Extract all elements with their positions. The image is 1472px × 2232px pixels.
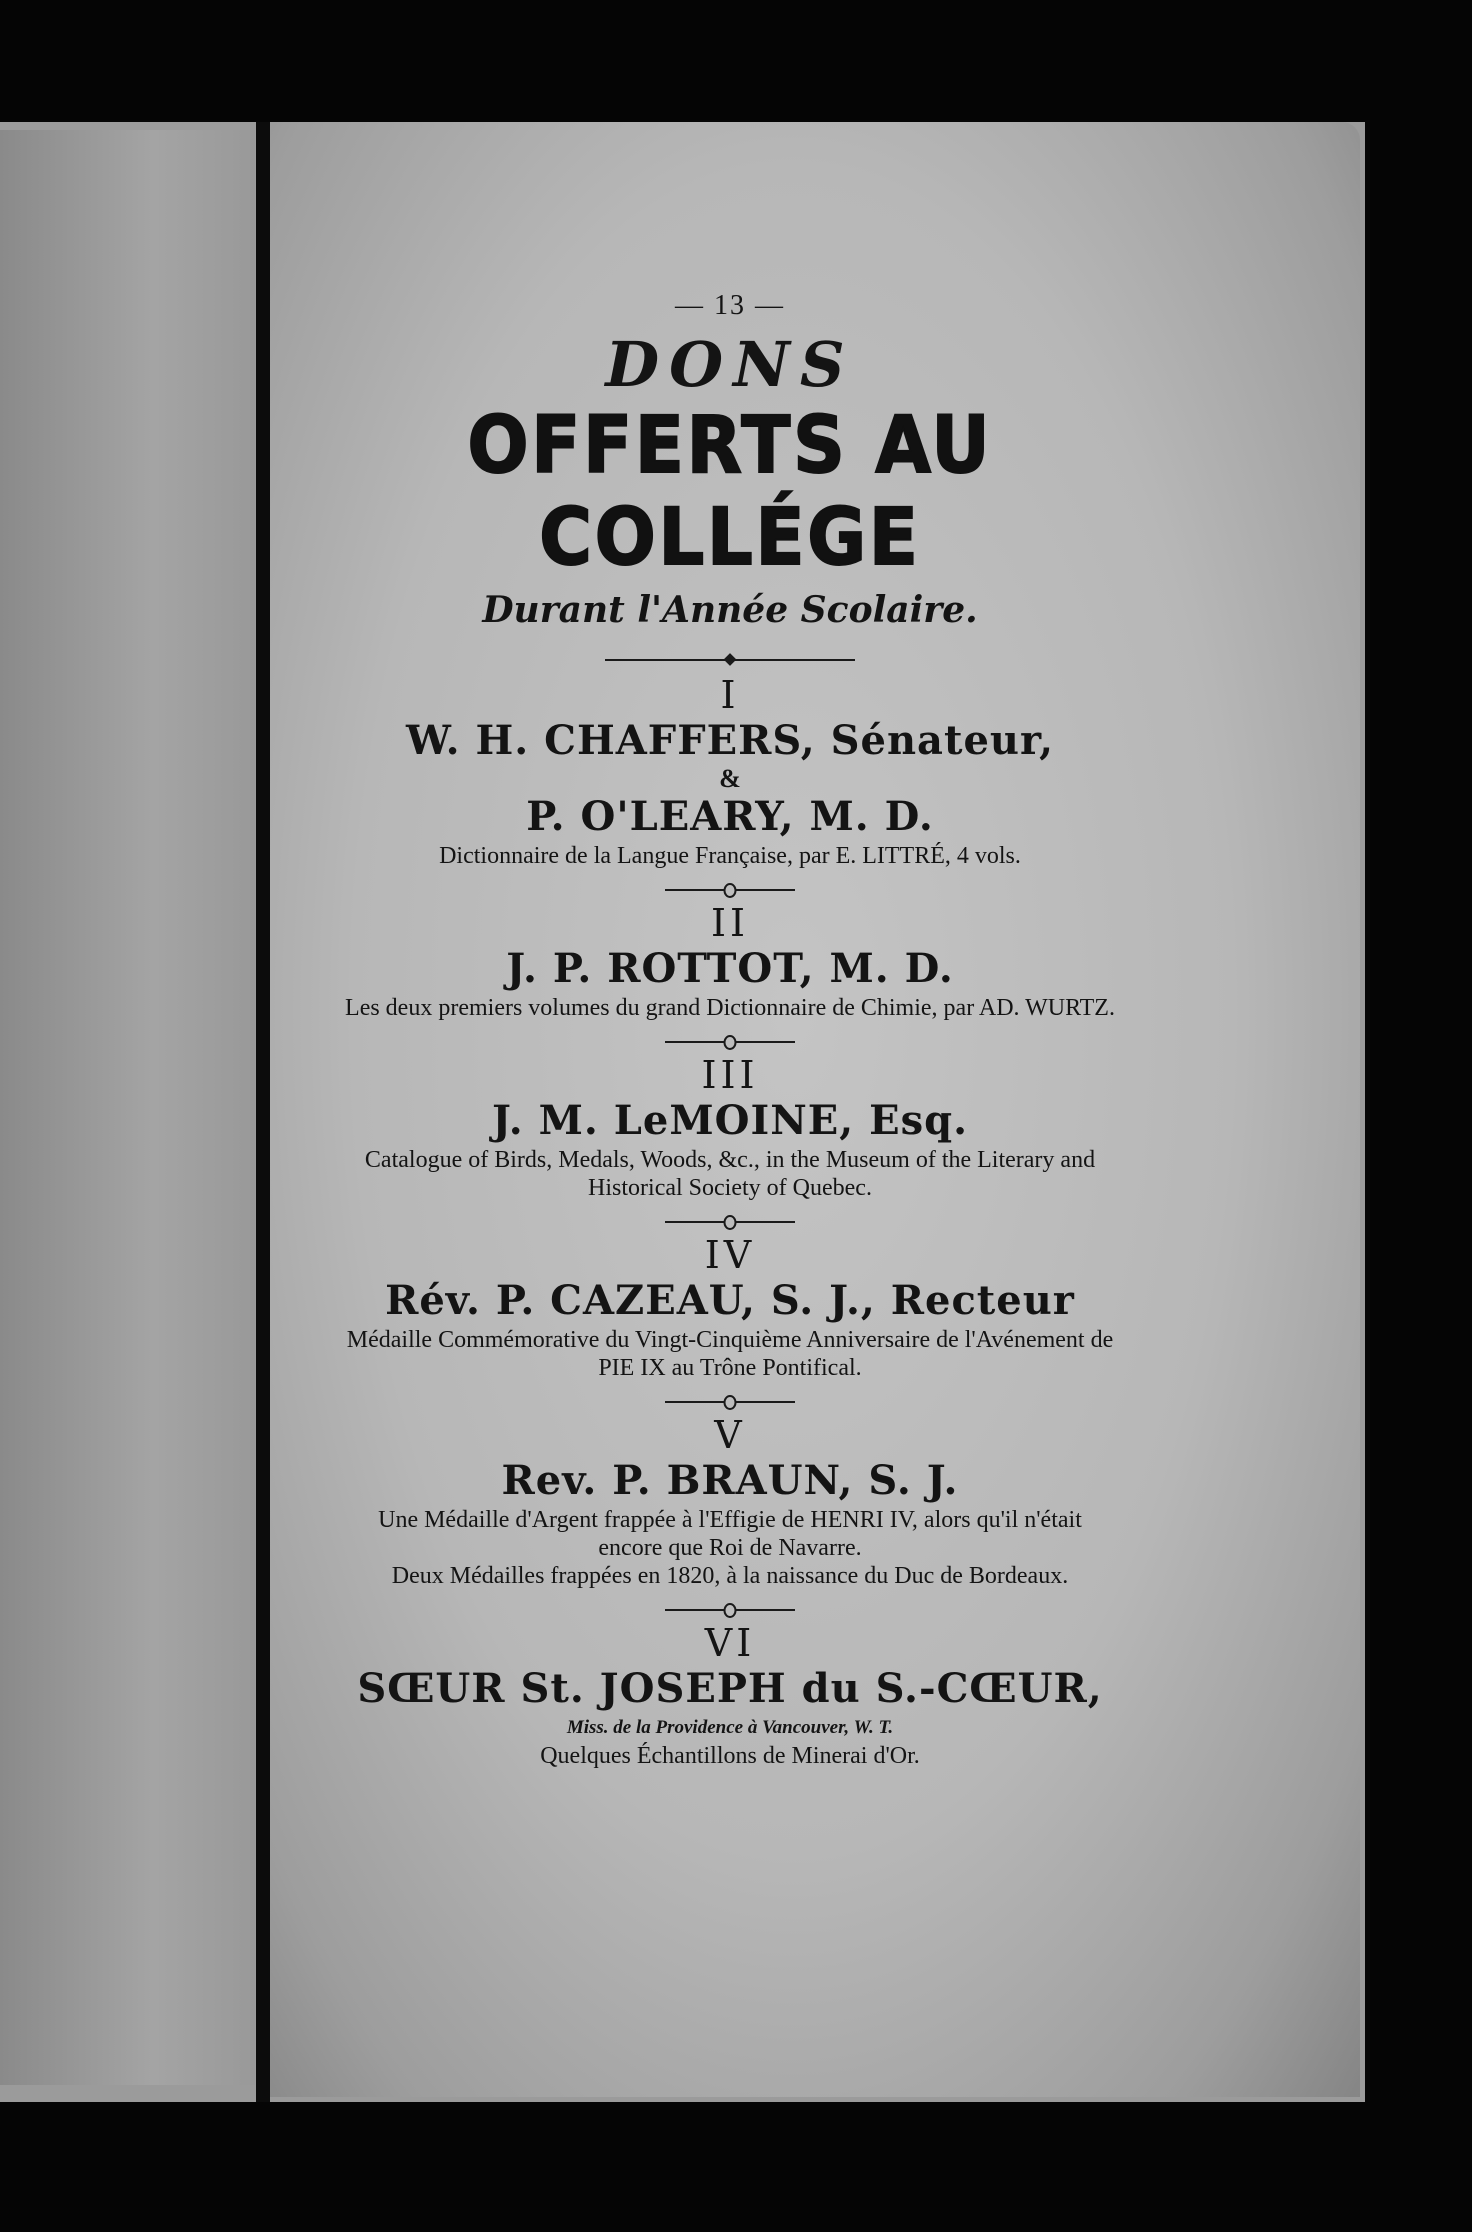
donation-description: PIE IX au Trône Pontifical. [598, 1355, 862, 1381]
donation-description: Quelques Échantillons de Minerai d'Or. [540, 1743, 920, 1769]
donor-name: J. P. ROTTOT, M. D. [506, 945, 954, 992]
entry-numeral: III [701, 1053, 759, 1097]
title-dons: DONS [605, 328, 855, 401]
entry-divider [665, 1030, 795, 1052]
entry-numeral: IV [704, 1233, 756, 1277]
title-tagline: Durant l'Année Scolaire. [482, 589, 978, 631]
donor-name: Rev. P. BRAUN, S. J. [501, 1457, 959, 1504]
binding-gutter [256, 122, 270, 2102]
donation-description: Dictionnaire de la Langue Française, par E. LITTRÉ, 4 vols. [439, 843, 1021, 869]
entry-2 [300, 902, 1160, 1022]
header-divider [605, 652, 855, 668]
page-number: — 13 — [675, 290, 785, 321]
donation-description: Deux Médailles frappées en 1820, à la naissance du Duc de Bordeaux. [391, 1563, 1069, 1589]
entry-6 [300, 1622, 1160, 1770]
entry-5 [300, 1414, 1160, 1590]
donation-description: Médaille Commémorative du Vingt-Cinquième Anniversaire de l'Avénement de [346, 1327, 1114, 1353]
donor-name: W. H. CHAFFERS, Sénateur, [405, 717, 1055, 764]
entry-divider [665, 1598, 795, 1620]
donation-description: Les deux premiers volumes du grand Dictionnaire de Chimie, par AD. WURTZ. [345, 995, 1115, 1021]
entry-3 [300, 1054, 1160, 1202]
donation-description: Une Médaille d'Argent frappée à l'Effigie de HENRI IV, alors qu'il n'était [378, 1507, 1082, 1533]
donor-name: Rév. P. CAZEAU, S. J., Recteur [385, 1277, 1075, 1324]
donation-description: encore que Roi de Navarre. [598, 1535, 862, 1561]
donor-name: J. M. LeMOINE, Esq. [491, 1097, 968, 1144]
title-offerts: OFFERTS AU COLLÉGE [467, 401, 993, 583]
entry-numeral: VI [704, 1621, 756, 1665]
entry-divider [665, 878, 795, 900]
donor-name: SŒUR St. JOSEPH du S.-CŒUR, [357, 1665, 1103, 1712]
entry-divider [665, 1210, 795, 1232]
ampersand: & [719, 764, 741, 793]
page-content [300, 290, 1160, 1770]
donor-name: P. O'LEARY, M. D. [526, 793, 934, 840]
entry-4 [300, 1234, 1160, 1382]
entry-numeral: V [714, 1413, 746, 1457]
entry-1 [300, 674, 1160, 870]
entry-numeral: I [720, 673, 740, 717]
donation-description: Historical Society of Quebec. [588, 1175, 872, 1201]
donor-affiliation: Miss. de la Providence à Vancouver, W. T. [566, 1717, 894, 1738]
entry-divider [665, 1390, 795, 1412]
donation-description: Catalogue of Birds, Medals, Woods, &c., in the Museum of the Literary and [364, 1147, 1096, 1173]
entry-numeral: II [710, 901, 750, 945]
left-page-edge [0, 130, 255, 2085]
